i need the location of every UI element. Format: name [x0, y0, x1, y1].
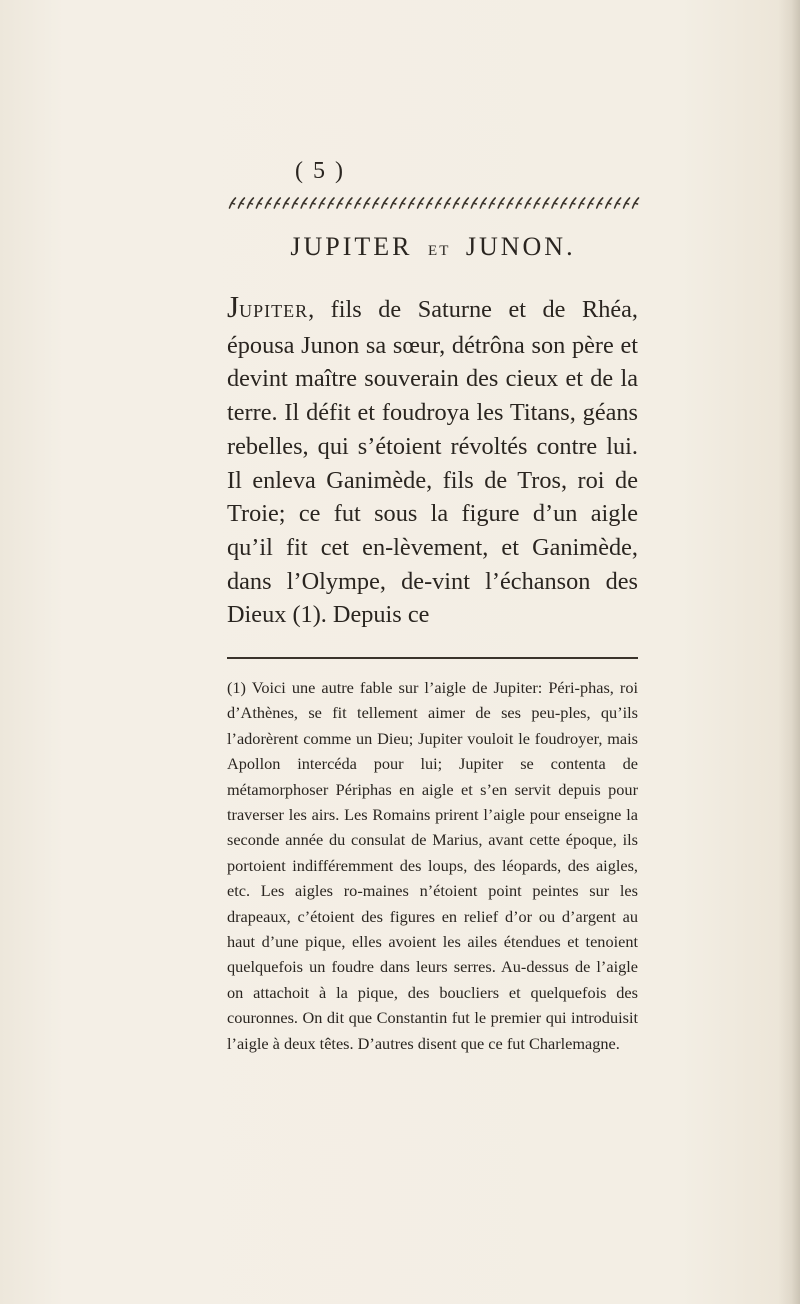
- title-conjunction: ET: [428, 243, 451, 259]
- title-junon: JUNON.: [465, 232, 576, 261]
- page-number: ( 5 ): [295, 158, 345, 184]
- footnote: (1) Voici une autre fable sur l’aigle de Jupiter: Péri-phas, roi d’Athènes, se fit tellement aimer de ses peu-ples, qu’ils l’adorèrent comme un Dieu; Jupiter vouloit le foudroyer, mais Apollon intercéda pour lui; Jupiter se contenta de métamorphoser Périphas en aigle et s’en servit depuis pour traverser les airs. Les Romains prirent l’aigle pour enseigne la seconde année du consulat de Marius, avant cette époque, ils portoient indifféremment des loups, des léopards, des aigles, etc. Les aigles ro-maines n’étoient point peintes sur les drapeaux, c’étoient des figures en relief d’or ou d’argent au haut d’une pique, elles avoient les ailes étendues et tenoient quelquefois un foudre dans leurs serres. Au-dessus de l’aigle on attachoit à la pique, des boucliers et quelquefois des couronnes. On dit que Constantin fut le premier qui introduisit l’aigle à deux têtes. D’autres disent que ce fut Charlemagne.: [227, 678, 638, 1053]
- page-edge-shadow: [778, 0, 800, 1304]
- chapter-title: [0, 232, 800, 262]
- first-word-smallcaps: UPITER: [239, 301, 309, 321]
- main-paragraph: [227, 290, 638, 632]
- initial-letter: J: [227, 289, 240, 324]
- footnote-rule: [227, 657, 638, 659]
- paragraph-text: , fils de Saturne et de Rhéa, épousa Junon sa sœur, détrôna son père et devint maître souverain des cieux et de la terre. Il défit et foudroya les Titans, géans rebelles, qui s’étoient révoltés contre lui. Il enleva Ganimède, fils de Tros, roi de Troie; ce fut sous la figure d’un aigle qu’il fit cet en-lèvement, et Ganimède, dans l’Olympe, de-vint l’échanson des Dieux (1). Depuis ce: [227, 296, 638, 629]
- title-jupiter: JUPITER: [290, 232, 413, 261]
- ornamental-divider: [228, 196, 640, 210]
